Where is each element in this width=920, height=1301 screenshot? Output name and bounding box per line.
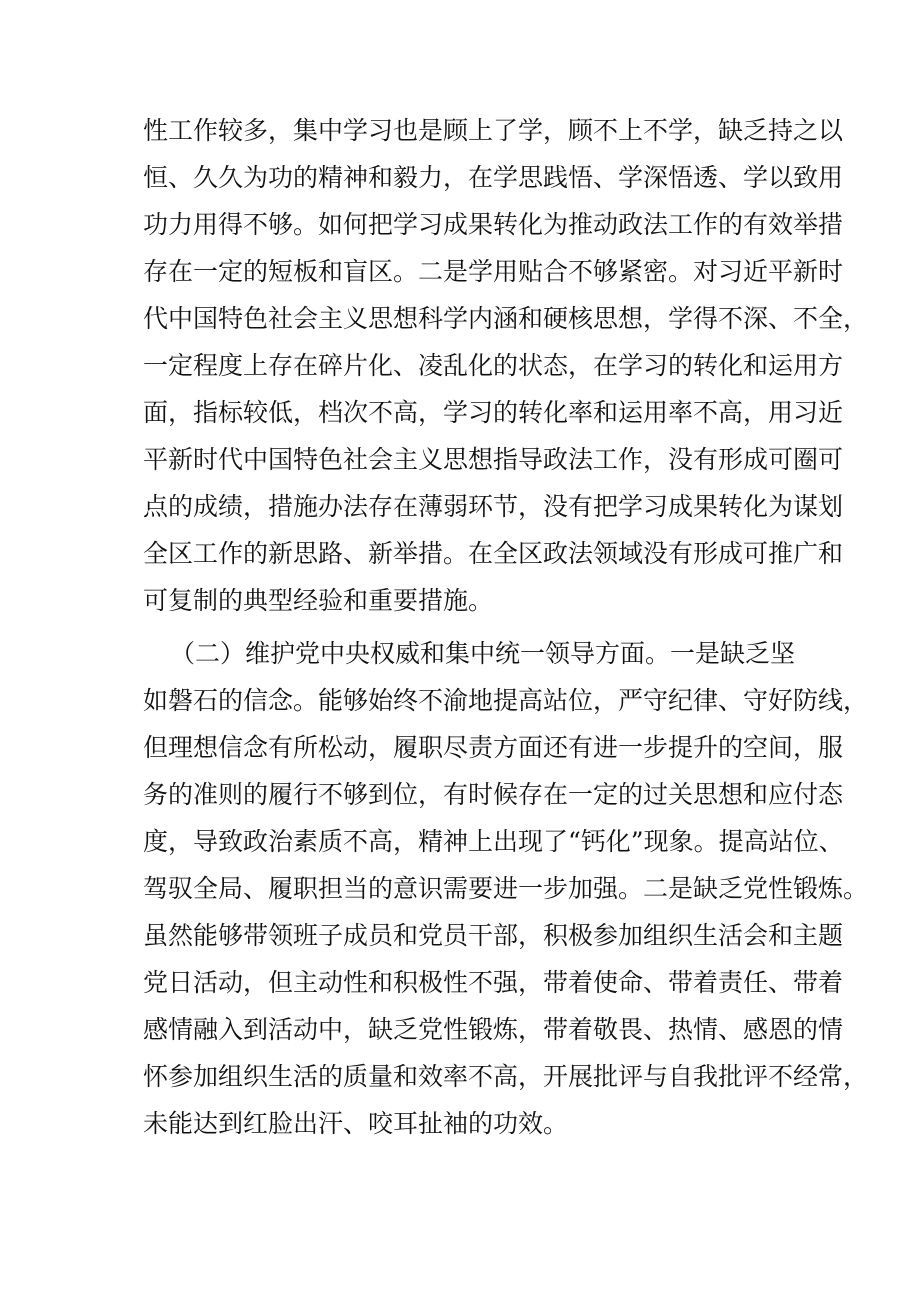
text-line: 未能达到红脸出汗、咬耳扯袖的功效。 bbox=[143, 1109, 569, 1138]
paragraph-study-application bbox=[143, 113, 869, 619]
text-line: 性工作较多，集中学习也是顾上了学，顾不上不学，缺乏持之以 bbox=[143, 116, 844, 145]
text-line: 恒、久久为功的精神和毅力，在学思践悟、学深悟透、学以致用 bbox=[143, 163, 844, 192]
text-line: 可复制的典型经验和重要措施。 bbox=[143, 586, 494, 615]
text-line: 存在一定的短板和盲区。二是学用贴合不够紧密。对习近平新时 bbox=[143, 257, 844, 286]
text-line: 面，指标较低，档次不高，学习的转化率和运用率不高，用习近 bbox=[143, 398, 844, 427]
text-line: 一定程度上存在碎片化、凌乱化的状态，在学习的转化和运用方 bbox=[143, 351, 844, 380]
text-line: 全区工作的新思路、新举措。在全区政法领域没有形成可推广和 bbox=[143, 539, 844, 568]
section-heading-line: （二）维护党中央权威和集中统一领导方面。一是缺乏坚 bbox=[170, 639, 796, 668]
text-line: 驾驭全局、履职担当的意识需要进一步加强。二是缺乏党性锻炼。 bbox=[143, 874, 869, 903]
text-line: 点的成绩，措施办法存在薄弱环节，没有把学习成果转化为谋划 bbox=[143, 492, 844, 521]
paragraph-party-leadership bbox=[143, 636, 869, 1142]
text-line: 务的准则的履行不够到位，有时候存在一定的过关思想和应付态 bbox=[143, 780, 844, 809]
text-line: 代中国特色社会主义思想科学内涵和硬核思想，学得不深、不全， bbox=[143, 304, 869, 333]
text-line: 功力用得不够。如何把学习成果转化为推动政法工作的有效举措 bbox=[143, 210, 844, 239]
text-line: 如磐石的信念。能够始终不渝地提高站位，严守纪律、守好防线， bbox=[143, 686, 869, 715]
text-line: 怀参加组织生活的质量和效率不高，开展批评与自我批评不经常， bbox=[143, 1062, 869, 1091]
text-line: 度，导致政治素质不高，精神上出现了“钙化”现象。提高站位、 bbox=[143, 827, 844, 856]
text-line: 平新时代中国特色社会主义思想指导政法工作，没有形成可圈可 bbox=[143, 445, 844, 474]
text-line: 虽然能够带领班子成员和党员干部，积极参加组织生活会和主题 bbox=[143, 921, 844, 950]
text-line: 党日活动，但主动性和积极性不强，带着使命、带着责任、带着 bbox=[143, 968, 844, 997]
text-line: 但理想信念有所松动，履职尽责方面还有进一步提升的空间，服 bbox=[143, 733, 844, 762]
text-line: 感情融入到活动中，缺乏党性锻炼，带着敬畏、热情、感恩的情 bbox=[143, 1015, 844, 1044]
document-body bbox=[143, 113, 869, 1153]
